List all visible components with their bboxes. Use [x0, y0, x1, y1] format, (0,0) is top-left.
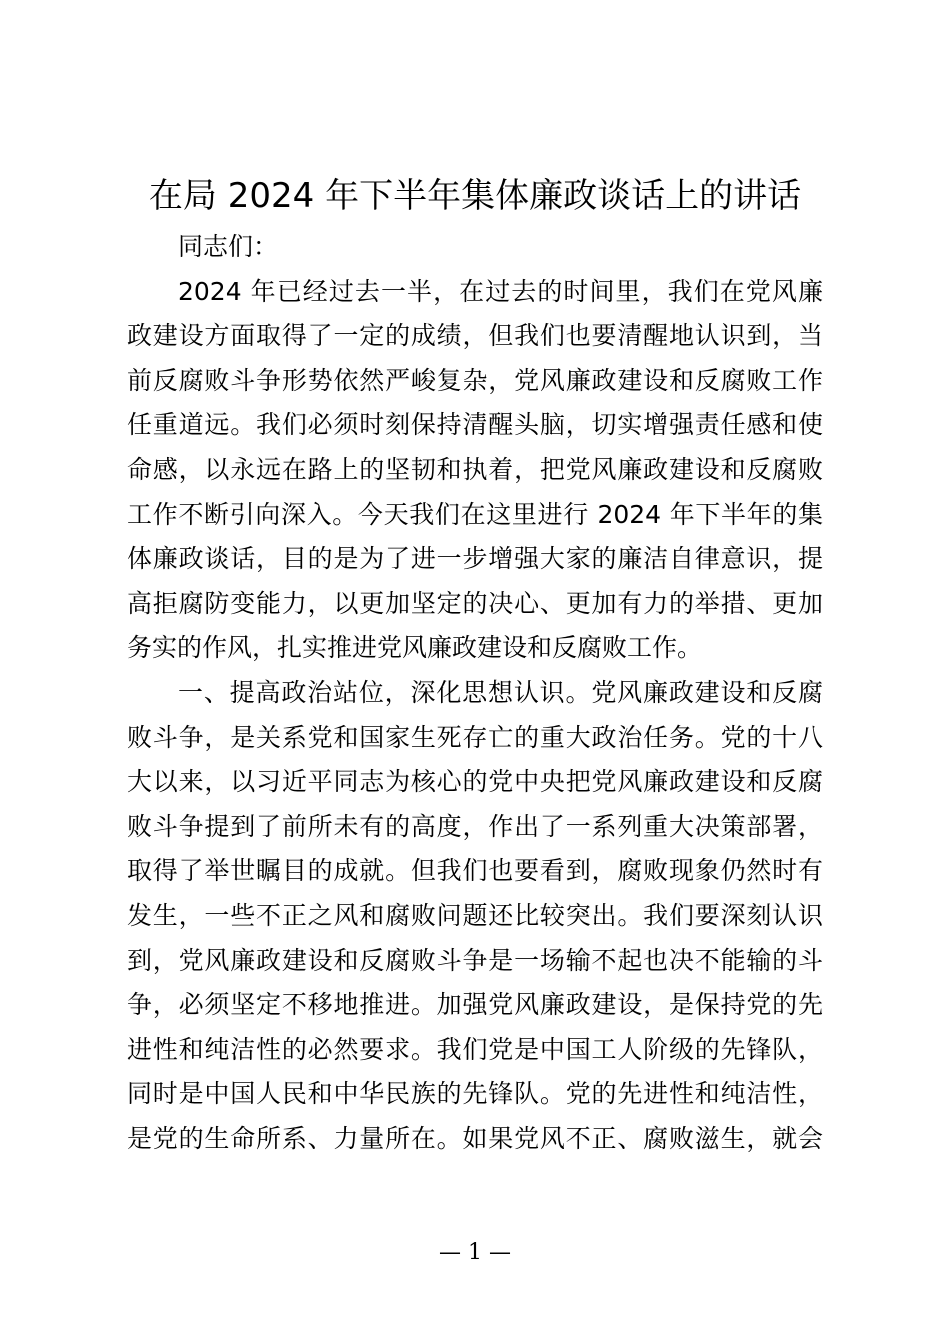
- paragraph-line: 是党的生命所系、力量所在。如果党风不正、腐败滋生，就会: [127, 1123, 823, 1153]
- paragraph-line: 2024 年已经过去一半，在过去的时间里，我们在党风廉: [178, 276, 823, 306]
- paragraph-line: 败斗争提到了前所未有的高度，作出了一系列重大决策部署，: [127, 811, 823, 841]
- paragraph-line: 到，党风廉政建设和反腐败斗争是一场输不起也决不能输的斗: [127, 945, 823, 975]
- salutation: 同志们：: [178, 232, 279, 261]
- document-title: 在局 2024 年下半年集体廉政谈话上的讲话: [148, 176, 802, 216]
- paragraph-line: 争，必须坚定不移地推进。加强党风廉政建设，是保持党的先: [127, 990, 823, 1020]
- document-body: [127, 225, 823, 1161]
- paragraph-line: 体廉政谈话，目的是为了进一步增强大家的廉洁自律意识，提: [127, 544, 823, 574]
- paragraph-line: 一、提高政治站位，深化思想认识。党风廉政建设和反腐: [178, 677, 823, 707]
- page-number: — 1 —: [439, 1240, 511, 1265]
- paragraph-line: 任重道远。我们必须时刻保持清醒头脑，切实增强责任感和使: [127, 410, 823, 440]
- paragraph-line: 发生，一些不正之风和腐败问题还比较突出。我们要深刻认识: [127, 900, 823, 930]
- paragraph-2: [127, 671, 823, 1162]
- paragraph-line: 政建设方面取得了一定的成绩，但我们也要清醒地认识到，当: [127, 321, 823, 351]
- paragraph-line: 同时是中国人民和中华民族的先锋队。党的先进性和纯洁性，: [127, 1079, 823, 1109]
- paragraph-line: 前反腐败斗争形势依然严峻复杂，党风廉政建设和反腐败工作: [127, 365, 823, 395]
- paragraph-1: [127, 270, 823, 671]
- paragraph-line: 务实的作风，扎实推进党风廉政建设和反腐败工作。: [127, 633, 703, 663]
- paragraph-line: 命感，以永远在路上的坚韧和执着，把党风廉政建设和反腐败: [127, 454, 823, 484]
- paragraph-line: 取得了举世瞩目的成就。但我们也要看到，腐败现象仍然时有: [127, 856, 823, 886]
- paragraph-line: 大以来，以习近平同志为核心的党中央把党风廉政建设和反腐: [127, 767, 823, 797]
- paragraph-line: 高拒腐防变能力，以更加坚定的决心、更加有力的举措、更加: [127, 588, 823, 618]
- paragraph-line: 败斗争，是关系党和国家生死存亡的重大政治任务。党的十八: [127, 722, 823, 752]
- paragraph-line: 工作不断引向深入。今天我们在这里进行 2024 年下半年的集: [127, 499, 823, 529]
- paragraph-line: 进性和纯洁性的必然要求。我们党是中国工人阶级的先锋队，: [127, 1034, 823, 1064]
